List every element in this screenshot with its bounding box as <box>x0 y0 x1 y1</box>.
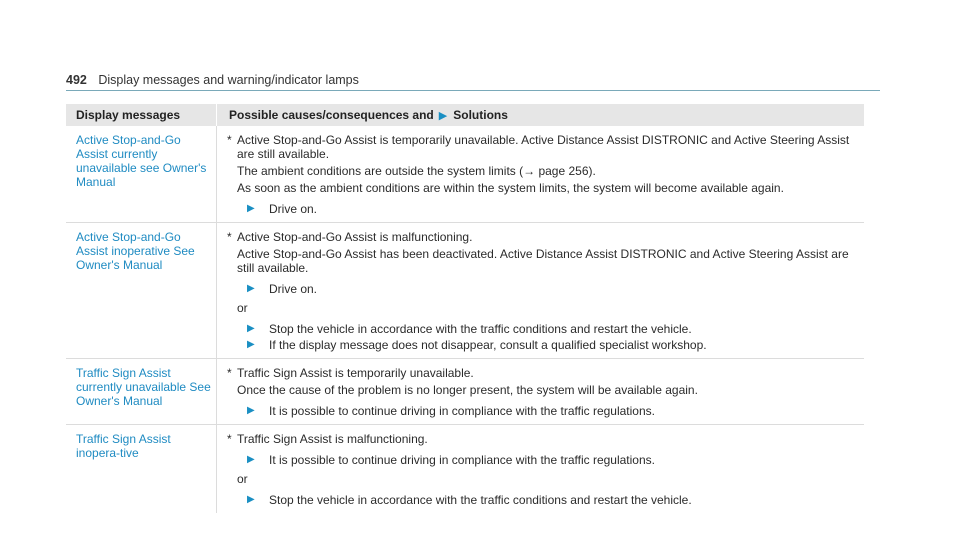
header-divider <box>66 90 880 91</box>
display-message: Traffic Sign Assist inopera-tive <box>76 432 171 460</box>
table-row <box>66 223 864 359</box>
column-header-solutions-suffix: Solutions <box>453 108 508 122</box>
action-item: ▶ It is possible to continue driving in compliance with the traffic regulations. <box>247 404 655 418</box>
asterisk-icon: * <box>227 366 232 380</box>
solution-cell <box>216 359 864 424</box>
action-item: ▶ Drive on. <box>247 282 318 296</box>
display-message: Active Stop-and-Go Assist inoperative See Owner's Manual <box>76 230 195 272</box>
cause-text: Active Stop-and-Go Assist is temporarily unavailable. Active Distance Assist DISTRONIC and Active Steering Assist are still available. <box>237 133 850 161</box>
action-arrow-icon: ▶ <box>247 283 255 294</box>
asterisk-icon: * <box>227 432 232 446</box>
action-arrow-icon: ▶ <box>247 405 255 416</box>
action-item: ▶ Drive on. <box>247 202 318 216</box>
table-header <box>66 104 864 126</box>
page-header <box>66 73 359 87</box>
column-header-solutions-prefix: Possible causes/consequences and <box>229 108 434 122</box>
cause-text: Active Stop-and-Go Assist is malfunctioning. <box>237 230 473 244</box>
table-row <box>66 359 864 425</box>
play-arrow-icon: ▶ <box>438 109 448 122</box>
column-header-messages: Display messages <box>76 108 181 122</box>
display-message: Active Stop-and-Go Assist currently unavailable see Owner's Manual <box>76 133 207 189</box>
paragraph: As soon as the ambient conditions are within the system limits, the system will become available again. <box>237 181 784 195</box>
action-arrow-icon: ▶ <box>247 494 255 505</box>
asterisk-icon: * <box>227 133 232 147</box>
solution-cell <box>216 223 864 358</box>
or-separator: or <box>237 301 248 315</box>
page-number: 492 <box>66 73 87 87</box>
display-message: Traffic Sign Assist currently unavailable See Owner's Manual <box>76 366 211 408</box>
cause-text: Traffic Sign Assist is malfunctioning. <box>237 432 428 446</box>
action-item: ▶ Stop the vehicle in accordance with the traffic conditions and restart the vehicle. <box>247 322 692 336</box>
action-arrow-icon: ▶ <box>247 323 255 334</box>
solution-cell <box>216 425 864 513</box>
table-row <box>66 126 864 223</box>
action-arrow-icon: ▶ <box>247 339 255 350</box>
paragraph: Once the cause of the problem is no longer present, the system will be available again. <box>237 383 698 397</box>
action-item: ▶ Stop the vehicle in accordance with the traffic conditions and restart the vehicle. <box>247 493 692 507</box>
action-arrow-icon: ▶ <box>247 454 255 465</box>
page-header-title: Display messages and warning/indicator lamps <box>98 73 359 87</box>
paragraph: Active Stop-and-Go Assist has been deactivated. Active Distance Assist DISTRONIC and Active Steering Assist are still available. <box>237 247 849 275</box>
table-row <box>66 425 864 513</box>
display-messages-table <box>66 104 864 513</box>
action-arrow-icon: ▶ <box>247 203 255 214</box>
column-header-solutions <box>216 104 864 126</box>
solution-cell <box>216 126 864 222</box>
paragraph: The ambient conditions are outside the system limits (→ page 256). <box>237 164 596 178</box>
action-item: ▶ If the display message does not disappear, consult a qualified specialist workshop. <box>247 338 707 352</box>
asterisk-icon: * <box>227 230 232 244</box>
action-item: ▶ It is possible to continue driving in compliance with the traffic regulations. <box>247 453 655 467</box>
or-separator: or <box>237 472 248 486</box>
cause-text: Traffic Sign Assist is temporarily unavailable. <box>237 366 474 380</box>
